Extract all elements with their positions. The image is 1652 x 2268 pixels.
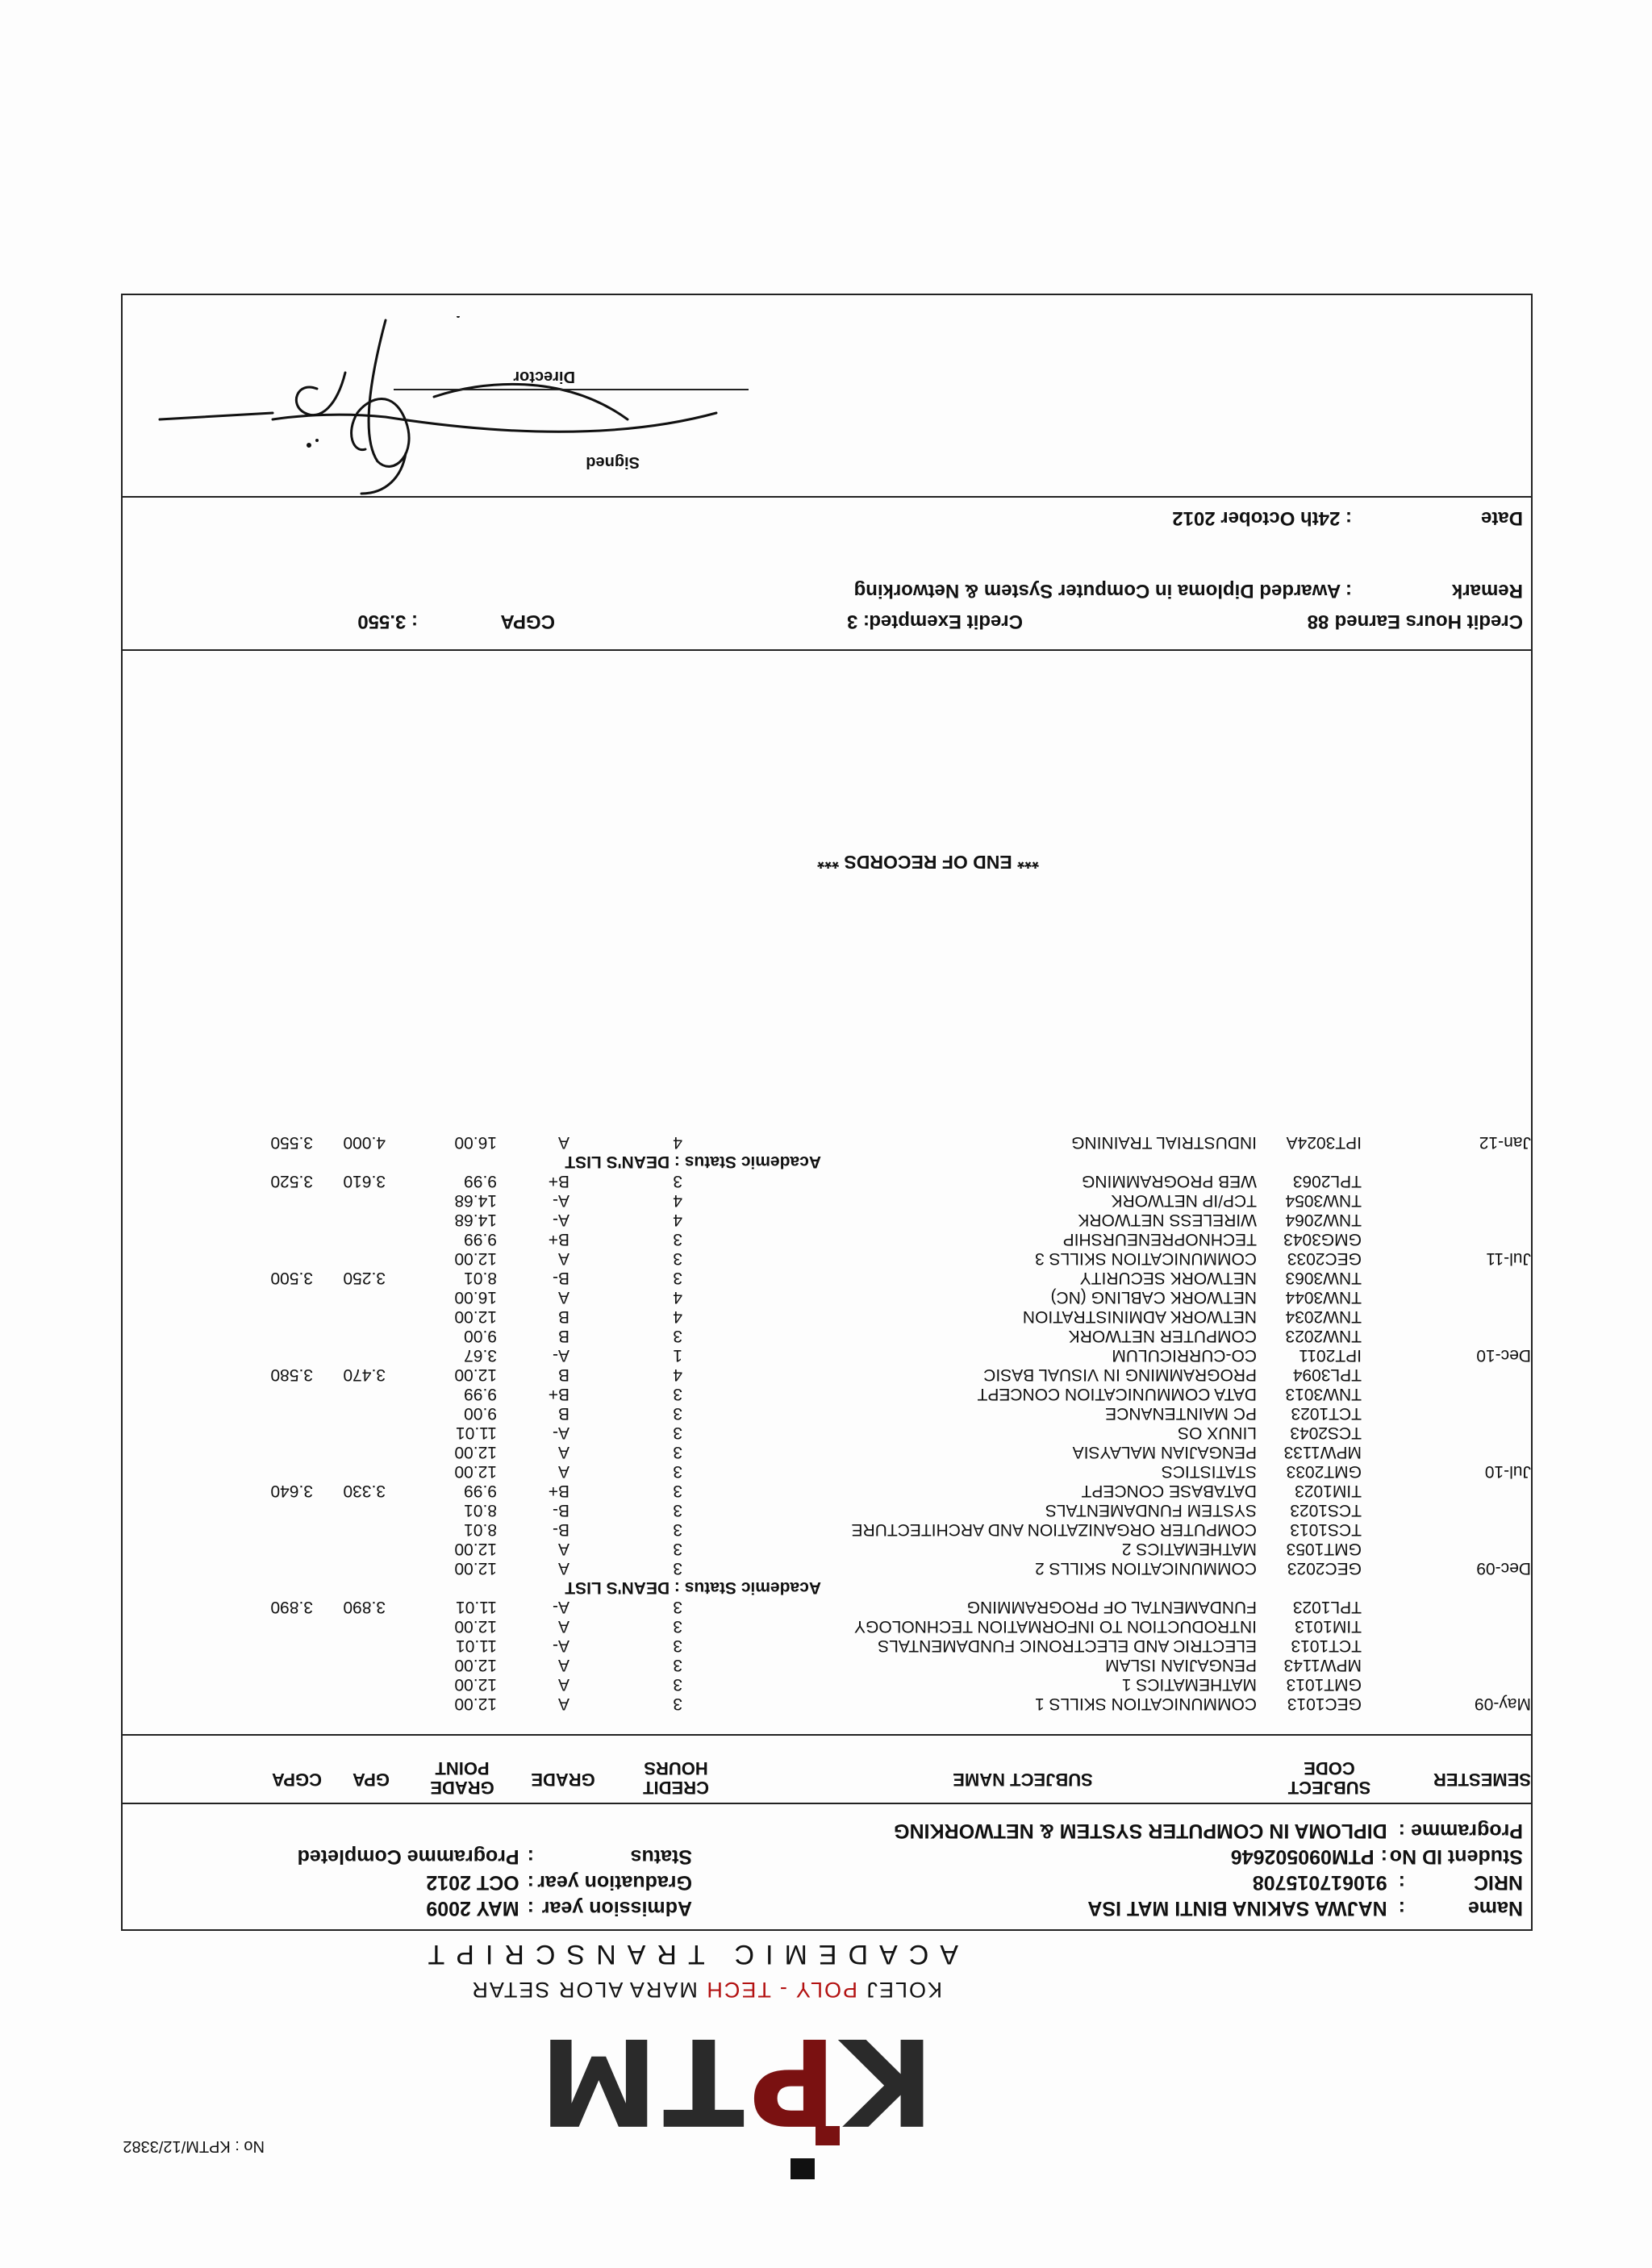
cell-cr: 3 — [673, 1482, 682, 1500]
cell-gp: 12.00 — [454, 1695, 497, 1713]
cell-name: TCP/IP NETWORK — [1111, 1191, 1257, 1210]
cell-name: INDUSTRIAL TRAINING — [1071, 1133, 1257, 1152]
document-title: ACADEMIC TRANSCRIPT — [416, 1939, 958, 1970]
cell-gpa: 3.890 — [343, 1598, 386, 1616]
table-row — [0, 1132, 1652, 1152]
cell-name: PROGRAMMING IN VISUAL BASIC — [983, 1365, 1257, 1384]
cell-cr: 3 — [673, 1230, 682, 1249]
cell-grade: B+ — [548, 1230, 569, 1249]
cell-gp: 12.00 — [454, 1365, 497, 1384]
cell-code: TNW3044 — [1285, 1288, 1362, 1307]
status-field: Status:Programme Completed — [297, 1845, 692, 1868]
cell-grade: A — [557, 1462, 569, 1481]
cell-name: PC MAINTENANCE — [1105, 1404, 1257, 1423]
col-grade: GRADE — [531, 1770, 595, 1790]
col-subject-name: SUBJECT NAME — [953, 1770, 1093, 1790]
cell-name: LINUX OS — [1177, 1424, 1257, 1442]
cell-grade: A- — [553, 1211, 569, 1229]
cell-cr: 3 — [673, 1656, 682, 1674]
cell-name: STATISTICS — [1161, 1462, 1257, 1481]
logo-square-black — [791, 2158, 815, 2179]
cell-name: WEB PROGRAMMING — [1081, 1172, 1257, 1190]
cell-cr: 4 — [673, 1288, 682, 1307]
cell-name: NETWORK ADMINISTRATION — [1022, 1307, 1257, 1326]
cell-gp: 8.01 — [464, 1520, 497, 1539]
cell-gp: 14.68 — [454, 1211, 497, 1229]
cell-cr: 1 — [673, 1346, 682, 1365]
academic-status: Academic Status : DEAN'S LIST — [565, 1153, 821, 1171]
table-row — [0, 1481, 1652, 1500]
cell-code: MPW1143 — [1283, 1656, 1362, 1674]
cell-cr: 3 — [673, 1443, 682, 1461]
cell-name: NETWORK SECURITY — [1079, 1269, 1257, 1287]
divider-info — [121, 1803, 1533, 1804]
cell-cr: 4 — [673, 1133, 682, 1152]
cell-cgpa: 3.640 — [270, 1482, 313, 1500]
table-row — [0, 1655, 1652, 1674]
col-credit-hours: CREDIT HOURS — [643, 1758, 709, 1798]
cell-cr: 3 — [673, 1520, 682, 1539]
cell-grade: A — [557, 1288, 569, 1307]
student-id-field: Student ID No:PTM090502646 — [1230, 1845, 1523, 1868]
cell-grade: A — [557, 1617, 569, 1636]
cell-cr: 3 — [673, 1636, 682, 1655]
document-number: No : KPTM/12/3382 — [123, 2137, 265, 2155]
cell-name: COMMUNICATION SKILLS 2 — [1035, 1559, 1257, 1578]
cell-cr: 4 — [673, 1191, 682, 1210]
cell-name: PENGAJIAN MALAYSIA — [1072, 1443, 1257, 1461]
end-of-records: *** END OF RECORDS *** — [817, 852, 1039, 873]
col-subject-code: SUBJECT CODE — [1287, 1758, 1371, 1798]
remark: Remark: Awarded Diploma in Computer System & Networking — [853, 580, 1523, 602]
cell-gp: 12.00 — [454, 1540, 497, 1558]
signed-label: Signed — [586, 453, 640, 471]
graduation-year-field: Graduation year:OCT 2012 — [426, 1871, 692, 1894]
table-row — [0, 1345, 1652, 1365]
table-row — [0, 1249, 1652, 1268]
cell-cr: 3 — [673, 1617, 682, 1636]
cell-grade: B — [557, 1327, 569, 1345]
table-row — [0, 1365, 1652, 1384]
cell-gp: 12.00 — [454, 1249, 497, 1268]
cell-grade: A- — [553, 1346, 569, 1365]
cell-sem: Jul-11 — [1486, 1249, 1531, 1268]
col-gpa: GPA — [352, 1770, 390, 1790]
cell-cr: 3 — [673, 1501, 682, 1520]
table-row — [0, 1326, 1652, 1345]
cell-code: TCT1023 — [1291, 1404, 1362, 1423]
cell-gpa: 3.470 — [343, 1365, 386, 1384]
cell-cr: 3 — [673, 1385, 682, 1403]
table-row — [0, 1636, 1652, 1655]
divider-columns — [121, 1734, 1533, 1736]
table-row — [0, 1423, 1652, 1442]
cell-gp: 8.01 — [464, 1501, 497, 1520]
table-row — [0, 1520, 1652, 1539]
director-signature — [144, 316, 724, 510]
cell-cr: 3 — [673, 1559, 682, 1578]
cell-gp: 11.01 — [456, 1598, 497, 1616]
student-name-field: Name:NAJWA SAKINA BINTI MAT ISA — [1087, 1897, 1523, 1920]
cell-cgpa: 3.580 — [270, 1365, 313, 1384]
cell-code: GEC2033 — [1287, 1249, 1362, 1268]
cell-code: GEC1013 — [1287, 1695, 1362, 1713]
cell-code: TNW3013 — [1285, 1385, 1362, 1403]
cell-code: TPL2063 — [1292, 1172, 1362, 1190]
cell-code: TNW2023 — [1285, 1327, 1362, 1345]
cell-code: TNW3054 — [1285, 1191, 1362, 1210]
cell-gp: 12.00 — [454, 1462, 497, 1481]
cell-code: GMT2033 — [1286, 1462, 1362, 1481]
cell-code: GMT1053 — [1286, 1540, 1362, 1558]
table-row — [0, 1307, 1652, 1326]
cell-grade: A- — [553, 1191, 569, 1210]
cell-grade: B- — [553, 1269, 569, 1287]
cell-grade: B — [557, 1404, 569, 1423]
admission-year-field: Admission year:MAY 2009 — [426, 1897, 692, 1920]
cell-code: MPW1133 — [1283, 1443, 1362, 1461]
table-row — [0, 1190, 1652, 1210]
cell-gpa: 3.610 — [343, 1172, 386, 1190]
cell-gp: 9.99 — [464, 1172, 497, 1190]
cell-cr: 4 — [673, 1211, 682, 1229]
academic-status: Academic Status : DEAN'S LIST — [565, 1578, 821, 1597]
cell-gp: 9.00 — [464, 1404, 497, 1423]
cell-grade: A — [557, 1695, 569, 1713]
cell-code: TPL3094 — [1292, 1365, 1362, 1384]
cell-cr: 4 — [673, 1307, 682, 1326]
col-grade-point: GRADE POINT — [430, 1758, 494, 1798]
cell-cr: 3 — [673, 1327, 682, 1345]
cell-name: TECHNOPRENEURSHIP — [1062, 1230, 1257, 1249]
table-row — [0, 1461, 1652, 1481]
kptm-logo: KPTM — [534, 2012, 934, 2150]
cell-gp: 8.01 — [464, 1269, 497, 1287]
cell-grade: B — [557, 1365, 569, 1384]
cell-name: ELECTRIC AND ELECTRONIC FUNDAMENTALS — [878, 1636, 1257, 1655]
cell-cgpa: 3.500 — [270, 1269, 313, 1287]
cell-name: INTRODUCTION TO INFORMATION TECHNOLOGY — [854, 1617, 1257, 1636]
cell-sem: Dec-10 — [1476, 1346, 1531, 1365]
cell-gp: 3.67 — [464, 1346, 497, 1365]
cell-cr: 3 — [673, 1695, 682, 1713]
cell-grade: A- — [553, 1636, 569, 1655]
cell-grade: A — [557, 1540, 569, 1558]
cell-code: TIM1023 — [1295, 1482, 1362, 1500]
student-nric-field: NRIC:910617015708 — [1252, 1871, 1523, 1894]
signature-line — [394, 389, 749, 390]
cell-grade: B- — [553, 1520, 569, 1539]
cell-gp: 14.68 — [454, 1191, 497, 1210]
cell-grade: B+ — [548, 1385, 569, 1403]
cell-gp: 11.01 — [456, 1424, 497, 1442]
table-row — [0, 1442, 1652, 1461]
cell-cr: 3 — [673, 1675, 682, 1694]
cell-name: MATHEMATICS 1 — [1121, 1675, 1257, 1694]
cell-cr: 3 — [673, 1598, 682, 1616]
cell-grade: A — [557, 1675, 569, 1694]
cell-code: IPT2011 — [1299, 1346, 1362, 1365]
cell-gp: 9.99 — [464, 1230, 497, 1249]
table-row — [0, 1384, 1652, 1403]
cell-gp: 12.00 — [454, 1443, 497, 1461]
table-row — [0, 1597, 1652, 1616]
cell-gp: 12.00 — [454, 1307, 497, 1326]
cell-gp: 12.00 — [454, 1559, 497, 1578]
cell-grade: A — [557, 1559, 569, 1578]
cell-gp: 16.00 — [454, 1133, 497, 1152]
cell-code: GMG3043 — [1283, 1230, 1362, 1249]
cell-gp: 11.01 — [456, 1636, 497, 1655]
cell-gpa: 3.250 — [343, 1269, 386, 1287]
table-row — [0, 1229, 1652, 1249]
table-row — [0, 1674, 1652, 1694]
cell-cgpa: 3.550 — [270, 1133, 313, 1152]
table-row — [0, 1268, 1652, 1287]
cell-cgpa: 3.890 — [270, 1598, 313, 1616]
cell-name: CO-CURRICULUM — [1112, 1346, 1257, 1365]
cell-code: TCS2043 — [1290, 1424, 1362, 1442]
cell-sem: May-09 — [1474, 1695, 1531, 1713]
cell-code: GEC2023 — [1287, 1559, 1362, 1578]
table-row — [0, 1694, 1652, 1713]
cell-cr: 3 — [673, 1424, 682, 1442]
cell-code: TPL1023 — [1292, 1598, 1362, 1616]
credit-exempted: Credit Exempted: 3 — [846, 611, 1023, 632]
cell-code: TNW3063 — [1285, 1269, 1362, 1287]
table-row — [0, 1210, 1652, 1229]
cell-cr: 4 — [673, 1365, 682, 1384]
cell-code: TCT1013 — [1291, 1636, 1362, 1655]
cell-cr: 3 — [673, 1269, 682, 1287]
credit-hours-earned: Credit Hours Earned: 88 — [1307, 611, 1523, 632]
cell-sem: Jul-10 — [1484, 1462, 1531, 1481]
cell-name: DATABASE CONCEPT — [1081, 1482, 1257, 1500]
cell-name: DATA COMMUNICATION CONCEPT — [977, 1385, 1257, 1403]
cell-code: TNW2034 — [1285, 1307, 1362, 1326]
cell-name: NETWORK CABLING (NC) — [1050, 1288, 1257, 1307]
table-row — [0, 1500, 1652, 1520]
college-name: KOLEJ POLY - TECH MARA ALOR SETAR — [470, 1978, 942, 2002]
col-semester: SEMESTER — [1433, 1770, 1531, 1790]
cell-gpa: 4.000 — [343, 1133, 386, 1152]
cell-grade: A — [557, 1133, 569, 1152]
cell-grade: B+ — [548, 1482, 569, 1500]
cell-name: COMPUTER NETWORK — [1068, 1327, 1257, 1345]
cell-grade: A — [557, 1656, 569, 1674]
director-label: Director — [513, 368, 575, 386]
cell-name: COMPUTER ORGANIZATION AND ARCHITECTURE — [851, 1520, 1257, 1539]
student-programme-field: Programme:DIPLOMA IN COMPUTER SYSTEM & NETWORKING — [894, 1820, 1523, 1842]
cell-grade: B — [557, 1307, 569, 1326]
cell-gp: 9.00 — [464, 1327, 497, 1345]
col-cgpa: CGPA — [272, 1770, 322, 1790]
cell-cr: 3 — [673, 1540, 682, 1558]
cell-name: COMMUNICATION SKILLS 3 — [1035, 1249, 1257, 1268]
cell-cr: 3 — [673, 1462, 682, 1481]
divider-records — [121, 649, 1533, 651]
cell-cr: 3 — [673, 1404, 682, 1423]
cell-name: WIRELESS NETWORK — [1078, 1211, 1257, 1229]
cell-grade: B+ — [548, 1172, 569, 1190]
cell-cgpa: 3.520 — [270, 1172, 313, 1190]
cell-name: FUNDAMENTAL OF PROGRAMMING — [966, 1598, 1257, 1616]
cell-code: TCS1023 — [1290, 1501, 1362, 1520]
cell-grade: A — [557, 1249, 569, 1268]
cell-cr: 3 — [673, 1172, 682, 1190]
cell-gpa: 3.330 — [343, 1482, 386, 1500]
cell-code: GMT1013 — [1286, 1675, 1362, 1694]
cell-name: COMMUNICATION SKILLS 1 — [1035, 1695, 1257, 1713]
issue-date: Date: 24th October 2012 — [1172, 507, 1523, 529]
academic-status-row — [0, 1152, 1652, 1171]
cell-grade: A- — [553, 1424, 569, 1442]
table-row — [0, 1539, 1652, 1558]
table-row — [0, 1287, 1652, 1307]
cell-grade: B- — [553, 1501, 569, 1520]
cell-gp: 9.99 — [464, 1482, 497, 1500]
academic-status-row — [0, 1578, 1652, 1597]
cell-grade: A- — [553, 1598, 569, 1616]
cell-gp: 12.00 — [454, 1656, 497, 1674]
cell-gp: 12.00 — [454, 1675, 497, 1694]
table-row — [0, 1558, 1652, 1578]
cell-name: MATHEMATICS 2 — [1121, 1540, 1257, 1558]
table-row — [0, 1171, 1652, 1190]
cell-code: IPT3024A — [1286, 1133, 1362, 1152]
cell-name: SYSTEM FUNDAMENTALS — [1045, 1501, 1257, 1520]
cell-gp: 16.00 — [454, 1288, 497, 1307]
cell-name: PENGAJIAN ISLAM — [1105, 1656, 1257, 1674]
cell-cr: 3 — [673, 1249, 682, 1268]
cell-sem: Dec-09 — [1476, 1559, 1531, 1578]
cell-code: TIM1013 — [1295, 1617, 1362, 1636]
cgpa-summary: CGPA: 3.550 — [357, 611, 555, 632]
cell-gp: 9.99 — [464, 1385, 497, 1403]
table-row — [0, 1616, 1652, 1636]
cell-gp: 12.00 — [454, 1617, 497, 1636]
cell-code: TNW2064 — [1285, 1211, 1362, 1229]
cell-code: TCS1013 — [1290, 1520, 1362, 1539]
table-row — [0, 1403, 1652, 1423]
cell-grade: A — [557, 1443, 569, 1461]
cell-sem: Jan-12 — [1479, 1133, 1531, 1152]
